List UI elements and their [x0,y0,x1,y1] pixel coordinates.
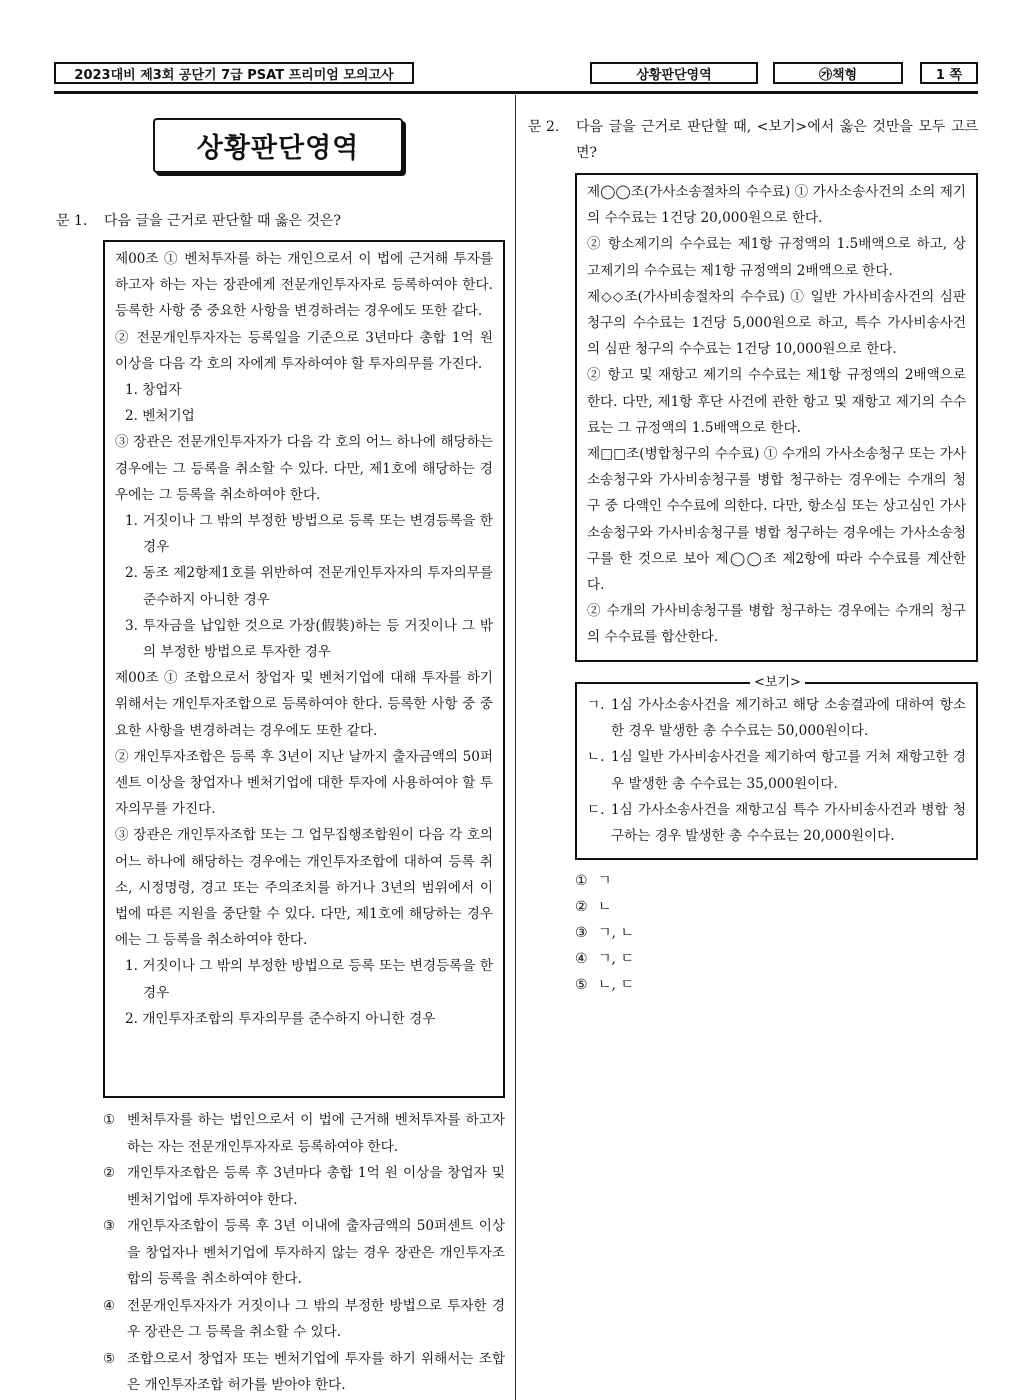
q1-choice-4[interactable] [103,1293,505,1346]
q1-passage-para: 제00조 ① 조합으로서 창업자 및 벤처기업에 대해 투자를 하기 위해서는 개인투자조합으로 등록하여야 한다. 등록한 사항 중 중요한 사항을 변경하려는 경우에도 또한 같다. [115,670,493,739]
choice-mark: ② [575,899,588,915]
q1-passage-para: ② 개인투자조합은 등록 후 3년이 지난 날까지 출자금액의 50퍼센트 이상을 창업자나 벤처기업에 대한 투자에 사용하여야 할 투자의무를 가진다. [115,748,493,818]
q2-choice-1[interactable] [575,868,612,894]
q1-passage-item: 2. 개인투자조합의 투자의무를 준수하지 아니한 경우 [125,1010,436,1027]
bogi-text: 1심 일반 가사비송사건을 제기하여 항고를 거쳐 재항고한 경우 발생한 총 수수료는 35,000원이다. [611,749,966,792]
q1-choice-2[interactable] [103,1160,505,1213]
q1-passage-para: 제00조 ① 벤처투자를 하는 개인으로서 이 법에 근거해 투자를 하고자 하는 자는 장관에게 전문개인투자자로 등록하여야 한다. 등록한 사항 중 중요한 사항을 변경하려는 경우에도 또한 같다. [115,251,493,320]
q2-choice-5[interactable] [575,972,634,998]
q1-choice-1[interactable] [103,1107,505,1160]
bogi-box [575,682,978,860]
q2-passage-box [575,173,978,662]
section-title: 상황판단영역 [153,118,403,173]
q1-choice-3[interactable] [103,1213,505,1293]
q2-choice-4[interactable] [575,946,634,972]
q1-passage-box [103,240,505,1098]
choice-mark: ⑤ [103,1350,116,1367]
choice-text: ㄱ, ㄷ [598,951,634,967]
choice-mark: ① [575,873,588,889]
q2-number: 문 2. [528,119,560,135]
choice-mark: ③ [575,925,588,941]
choice-mark: ⑤ [575,977,588,993]
bogi-mark: ㄴ. [587,749,605,766]
q1-passage-item: 3. 투자금을 납입한 것으로 가장(假裝)하는 등 거짓이나 그 밖의 부정한 방법으로 투자한 경우 [125,617,493,661]
q2-passage-para: 제◯◯조(가사소송절차의 수수료) ① 가사소송사건의 소의 제기의 수수료는 1건당 20,000원으로 한다. [587,184,966,227]
q1-passage-item: 2. 벤처기업 [125,408,195,425]
q2-passage-para: ② 항고 및 재항고 제기의 수수료는 제1항 규정액의 2배액으로 한다. 다만, 제1항 후단 사건에 관한 항고 및 재항고 제기의 수수료는 그 규정액의 1.5배액으로 한다. [587,367,966,436]
column-divider [515,95,516,1400]
choice-text: 개인투자조합은 등록 후 3년마다 총합 1억 원 이상을 창업자 및 벤처기업에 투자하여야 한다. [127,1165,505,1208]
q1-passage-para: ③ 장관은 개인투자조합 또는 그 업무집행조합원이 다음 각 호의 어느 하나에 해당하는 경우에는 개인투자조합에 대하여 등록 취소, 시정명령, 경고 또는 주의조치를 하거나 3년의 범위에서 이 법에 따른 지원을 중단할 수 있다. 다만, 제1호에 해당하는 경우에는 그 등록을 취소하여야 한다. [115,827,493,949]
choice-mark: ④ [575,951,588,967]
choice-text: ㄱ, ㄴ [598,925,634,941]
choice-text: ㄴ, ㄷ [598,977,634,993]
bogi-text: 1심 가사소송사건을 재항고심 특수 가사비송사건과 병합 청구하는 경우 발생한 총 수수료는 20,000원이다. [611,801,966,845]
exam-title: 2023대비 제3회 공단기 7급 PSAT 프리미엄 모의고사 [54,62,414,84]
q2-passage-para: 제◇◇조(가사비송절차의 수수료) ① 일반 가사비송사건의 심판 청구의 수수료는 1건당 5,000원으로 하고, 특수 가사비송사건의 심판 청구의 수수료는 1건당 10,000원으로 한다. [587,288,966,358]
q2-choice-3[interactable] [575,920,634,946]
q1-passage-item: 1. 거짓이나 그 밖의 부정한 방법으로 등록 또는 변경등록을 한 경우 [125,513,493,556]
choice-text: 전문개인투자자가 거짓이나 그 밖의 부정한 방법으로 투자한 경우 장관은 그 등록을 취소할 수 있다. [127,1297,505,1340]
choice-text: ㄴ [598,899,612,915]
choice-mark: ① [103,1112,116,1128]
bogi-item-2 [587,744,966,796]
bogi-text: 1심 가사소송사건을 제기하고 해당 소송결과에 대하여 항소한 경우 발생한 총 수수료는 50,000원이다. [611,697,966,740]
page-number: 1 쪽 [920,62,978,84]
bogi-item-1 [587,692,966,744]
choice-text: 벤처투자를 하는 법인으로서 이 법에 근거해 벤처투자를 하고자 하는 자는 전문개인투자자로 등록하여야 한다. [127,1112,505,1155]
choice-text: 조합으로서 창업자 또는 벤처기업에 투자를 하기 위해서는 조합은 개인투자조합 허가를 받아야 한다. [127,1350,505,1393]
header-rule [54,91,978,94]
q1-passage-para: ② 전문개인투자자는 등록일을 기준으로 3년마다 총합 1억 원 이상을 다음 각 호의 자에게 투자하여야 할 투자의무를 가진다. [115,329,493,372]
booklet-type: ㉮책형 [773,62,903,84]
q1-passage-item: 1. 거짓이나 그 밖의 부정한 방법으로 등록 또는 변경등록을 한 경우 [125,958,493,1001]
q2-choice-2[interactable] [575,894,612,920]
q1-choices [103,1107,505,1399]
q2-prompt: 다음 글을 근거로 판단할 때, <보기>에서 옳은 것만을 모두 고르면? [576,119,978,161]
choice-mark: ② [103,1165,116,1181]
q1-passage-para: ③ 장관은 전문개인투자자가 다음 각 호의 어느 하나에 해당하는 경우에는 그 등록을 취소할 수 있다. 다만, 제1호에 해당하는 경우에는 그 등록을 취소하여야 한다. [115,434,493,503]
section-label: 상황판단영역 [590,62,758,84]
choice-text: 개인투자조합이 등록 후 3년 이내에 출자금액의 50퍼센트 이상을 창업자나 벤처기업에 투자하지 않는 경우 장관은 개인투자조합의 등록을 취소하여야 한다. [127,1218,505,1287]
bogi-label: <보기> [750,675,805,691]
q1-choice-5[interactable] [103,1346,505,1399]
q2-passage-para: ② 항소제기의 수수료는 제1항 규정액의 1.5배액으로 하고, 상고제기의 수수료는 제1항 규정액의 2배액으로 한다. [587,236,966,279]
q1-number: 문 1. [56,213,88,229]
bogi-mark: ㄷ. [587,801,605,818]
q1-passage-item: 1. 창업자 [125,382,182,399]
q2-passage-para: ② 수개의 가사비송청구를 병합 청구하는 경우에는 수개의 청구의 수수료를 합산한다. [587,603,966,646]
choice-mark: ④ [103,1297,116,1314]
choice-text: ㄱ [598,873,612,889]
q1-prompt: 다음 글을 근거로 판단할 때 옳은 것은? [104,213,342,229]
q2-passage-para: 제□□조(병합청구의 수수료) ① 수개의 가사소송청구 또는 가사소송청구와 가사비송청구를 병합 청구하는 경우에는 수개의 청구 중 다액인 수수료에 의한다. 다만, 항소심 또는 상고심인 가사소송청구와 가사비송청구를 병합 청구하는 경우에는 가사소송청구를 한 것으로 보아 제◯◯조 제2항에 따라 수수료를 계산한다. [587,446,966,594]
bogi-item-3 [587,797,966,849]
choice-mark: ③ [103,1218,116,1234]
q1-passage-item: 2. 동조 제2항제1호를 위반하여 전문개인투자자의 투자의무를 준수하지 아니한 경우 [125,565,493,608]
bogi-mark: ㄱ. [587,697,605,713]
